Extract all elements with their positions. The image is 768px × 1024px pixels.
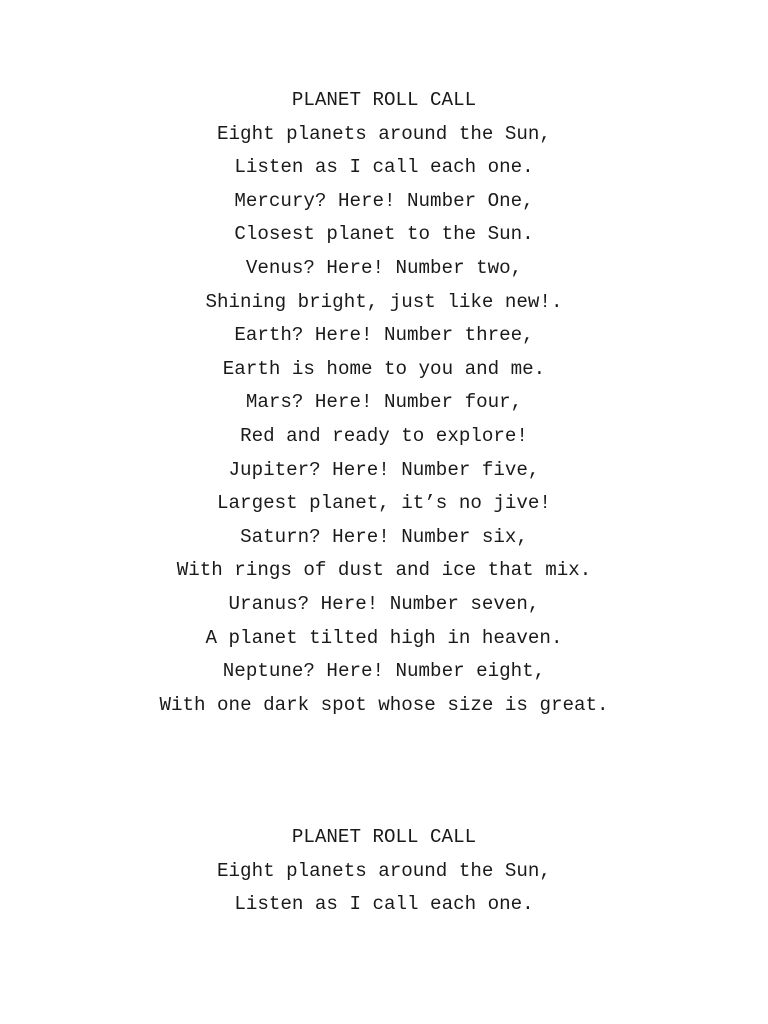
poem-line: Mars? Here! Number four, — [245, 391, 523, 414]
poem-line: Earth is home to you and me. — [222, 357, 546, 380]
poem-line: Closest planet to the Sun. — [234, 223, 534, 246]
poem-line: Uranus? Here! Number seven, — [228, 592, 540, 615]
poem-line: Venus? Here! Number two, — [245, 256, 523, 279]
poem-line: Jupiter? Here! Number five, — [228, 458, 540, 481]
poem-block-1 — [0, 84, 768, 722]
poem-line: A planet tilted high in heaven. — [205, 626, 563, 649]
poem-block-2 — [0, 821, 768, 922]
poem-line: Eight planets around the Sun, — [217, 859, 551, 882]
poem-line: Earth? Here! Number three, — [234, 324, 534, 347]
poem-line: Largest planet, it’s no jive! — [217, 492, 551, 515]
poem-line: Listen as I call each one. — [234, 156, 534, 179]
poem-line: Shining bright, just like new!. — [205, 290, 563, 313]
poem-line: With one dark spot whose size is great. — [159, 693, 609, 716]
poem-line: Mercury? Here! Number One, — [234, 189, 534, 212]
poem-line: Red and ready to explore! — [240, 424, 528, 447]
poem-line: Eight planets around the Sun, — [217, 122, 551, 145]
poem-line: Listen as I call each one. — [234, 893, 534, 916]
poem-line: With rings of dust and ice that mix. — [176, 559, 592, 582]
poem-line: Saturn? Here! Number six, — [240, 525, 528, 548]
poem-line: Neptune? Here! Number eight, — [222, 660, 546, 683]
poem-title: PLANET ROLL CALL — [291, 826, 477, 848]
poem-title: PLANET ROLL CALL — [291, 89, 477, 111]
